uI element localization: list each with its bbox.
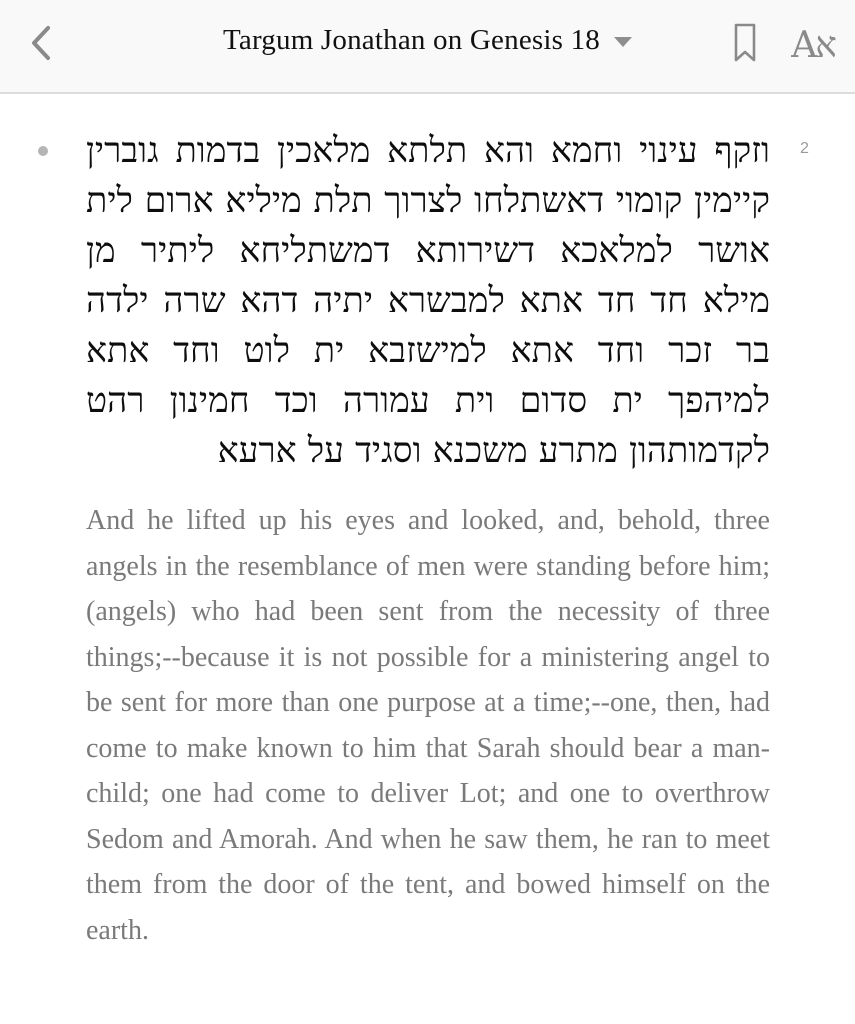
verse-number: 2: [800, 140, 809, 157]
bookmark-icon: [733, 23, 757, 68]
segment-marker-dot: [38, 146, 48, 156]
english-translation: And he lifted up his eyes and looked, and, behold, three angels in the resemblance of men were standing before him; (angels) who had been sent from the necessity of three things;--because it is not possible for a ministering angel to be sent for more than one purpose at a time;--one, then, had come to make known to him that Sarah should bear a man-child; one had come to deliver Lot; and one to overthrow Sedom and Amorah. And when he saw them, he ran to meet them from the door of the tent, and bowed himself on the earth.: [86, 505, 770, 946]
language-toggle-button[interactable]: [784, 22, 842, 68]
page-title: Targum Jonathan on Genesis 18: [223, 24, 600, 56]
hebrew-text: וזקף עינוי וחמא והא תלתא מלאכין בדמות גוברין קיימין קומוי דאשתלחו לצרוך תלת מיליא ארום לית אושר למלאכא דשירותא דמשתליחא ליתיר מן מילא חד חד אתא למבשרא יתיה דהא שרה ילדה בר זכר וחד אתא למישזבא ית לוט וחד אתא למיהפך ית סדום וית עמורה וכד חמינון רהט לקדמותהון מתרע משכנא וסגיד על ארעא: [86, 131, 770, 471]
bookmark-button[interactable]: [728, 22, 762, 68]
title-area: [0, 24, 855, 68]
language-toggle-icon: Aא: [791, 25, 835, 66]
top-bar: [0, 0, 855, 94]
caret-down-icon: [614, 37, 632, 47]
book-title-dropdown[interactable]: [223, 24, 632, 57]
